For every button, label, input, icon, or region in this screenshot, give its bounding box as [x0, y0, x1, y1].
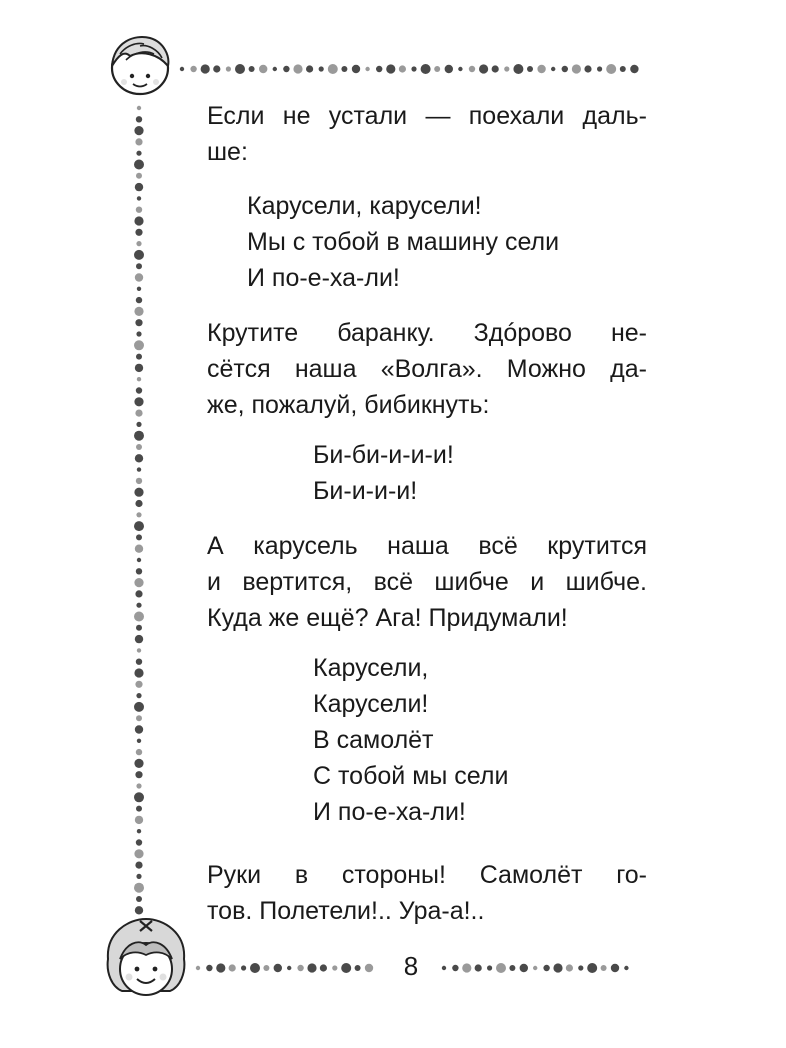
verse-line: Мы с тобой в машину сели — [247, 228, 560, 256]
paragraph-line: сётся наша «Волга». Можно да- — [207, 355, 647, 383]
border-dot — [137, 467, 141, 471]
border-dot — [137, 558, 141, 562]
border-dot — [306, 65, 313, 72]
border-dot — [458, 67, 462, 71]
border-dot — [136, 151, 141, 156]
border-dot — [355, 965, 361, 971]
border-dot — [386, 64, 395, 73]
border-dot — [492, 65, 499, 72]
paragraph-line: Куда же ещё? Ага! Придумали! — [207, 604, 568, 632]
border-dot — [365, 964, 373, 972]
verse-line: С тобой мы сели — [313, 762, 509, 790]
border-dot — [496, 963, 506, 973]
paragraph-text — [207, 857, 647, 929]
border-dot — [263, 965, 269, 971]
border-dot — [136, 173, 142, 179]
border-dot — [241, 965, 246, 970]
border-dot — [578, 965, 583, 970]
border-dot — [135, 590, 142, 597]
border-dot — [434, 66, 440, 72]
border-dot — [584, 65, 591, 72]
verse-line: Карусели! — [313, 690, 429, 718]
paragraph-text — [207, 315, 647, 423]
paragraph-text — [207, 528, 647, 636]
border-dot — [513, 64, 523, 74]
top-dot-border — [180, 64, 639, 74]
border-dot — [201, 64, 210, 73]
border-dot — [134, 488, 143, 497]
border-dot — [136, 116, 142, 122]
border-dot — [137, 829, 141, 833]
border-dot — [136, 625, 142, 631]
border-dot — [136, 659, 142, 665]
border-dot — [624, 966, 628, 970]
border-dot — [341, 66, 347, 72]
border-dot — [137, 739, 141, 743]
border-dot — [135, 816, 143, 824]
border-dot — [479, 64, 488, 73]
border-dot — [352, 65, 360, 73]
border-dot — [136, 603, 141, 608]
border-dot — [551, 67, 555, 71]
paragraph-line: А карусель наша всё крутится — [207, 532, 647, 560]
border-dot — [134, 883, 144, 893]
border-dot — [250, 963, 260, 973]
border-dot — [135, 725, 143, 733]
paragraph-2 — [207, 315, 647, 423]
border-dot — [136, 297, 142, 303]
border-dot — [620, 66, 626, 72]
border-dot — [136, 749, 142, 755]
border-dot — [307, 963, 316, 972]
border-dot — [475, 964, 482, 971]
paragraph-3 — [207, 528, 647, 636]
border-dot — [137, 377, 141, 381]
girl-head-bottom-icon — [108, 919, 185, 995]
border-dot — [134, 792, 144, 802]
border-dot — [136, 568, 142, 574]
verse-2 — [313, 437, 454, 509]
border-dot — [136, 387, 142, 393]
paragraph-line: тов. Полетели!.. Ура-а!.. — [207, 897, 485, 925]
border-dot — [606, 64, 616, 74]
page-number: 8 — [403, 951, 419, 981]
girl-head-top-icon — [112, 37, 168, 94]
border-dot — [134, 578, 143, 587]
border-dot — [136, 693, 141, 698]
border-dot — [136, 422, 141, 427]
border-dot — [297, 965, 303, 971]
border-dot — [319, 66, 324, 71]
border-dot — [137, 106, 141, 110]
border-dot — [136, 839, 142, 845]
border-dot — [328, 64, 338, 74]
border-dot — [520, 964, 528, 972]
border-dot — [287, 966, 291, 970]
border-dot — [136, 241, 141, 246]
border-dot — [135, 906, 143, 914]
border-dot — [249, 66, 255, 72]
border-dot — [572, 64, 581, 73]
verse-1 — [247, 188, 559, 296]
border-dot — [137, 648, 141, 652]
border-dot — [135, 771, 142, 778]
border-dot — [136, 874, 141, 879]
border-dot — [226, 66, 231, 71]
border-dot — [135, 862, 142, 869]
border-dot — [509, 965, 515, 971]
border-dot — [136, 715, 142, 721]
verse-line: В самолёт — [313, 726, 434, 754]
paragraph-1 — [207, 98, 647, 170]
border-dot — [213, 65, 220, 72]
border-dot — [399, 65, 406, 72]
border-dot — [134, 126, 143, 135]
border-dot — [135, 545, 143, 553]
border-dot — [136, 534, 142, 540]
verse-line: И по-е-ха-ли! — [313, 798, 466, 826]
border-dot — [134, 340, 144, 350]
border-dot — [134, 431, 144, 441]
border-dot — [235, 64, 245, 74]
border-dot — [136, 478, 142, 484]
border-dot — [134, 160, 144, 170]
border-dot — [136, 263, 142, 269]
border-dot — [566, 964, 573, 971]
border-dot — [553, 963, 562, 972]
border-dot — [562, 66, 568, 72]
border-dot — [332, 965, 337, 970]
border-dot — [411, 66, 416, 71]
border-dot — [134, 521, 144, 531]
border-dot — [487, 965, 492, 970]
border-dot — [134, 612, 144, 622]
verse-line: Би-би-и-и-и! — [313, 441, 454, 469]
border-dot — [365, 67, 369, 71]
border-dot — [136, 354, 142, 360]
border-dot — [136, 896, 142, 902]
paragraph-line: Если не устали — поехали даль- — [207, 102, 647, 130]
border-dot — [293, 64, 302, 73]
border-dot — [135, 364, 143, 372]
border-dot — [137, 196, 141, 200]
border-dot — [229, 964, 236, 971]
border-dot — [320, 964, 327, 971]
border-dot — [136, 806, 142, 812]
verse-3 — [313, 650, 508, 830]
border-dot — [136, 331, 141, 336]
border-dot — [134, 307, 143, 316]
paragraph-line: же, пожалуй, бибикнуть: — [207, 391, 490, 419]
border-dot — [135, 681, 142, 688]
border-dot — [527, 66, 533, 72]
border-dot — [134, 250, 144, 260]
border-dot — [611, 964, 619, 972]
border-dot — [135, 319, 142, 326]
border-dot — [196, 966, 200, 970]
border-dot — [274, 964, 282, 972]
border-dot — [469, 66, 475, 72]
border-dot — [533, 966, 537, 970]
verse-line: Карусели, карусели! — [247, 192, 482, 220]
paragraph-text — [207, 98, 647, 170]
border-dot — [273, 67, 277, 71]
border-dot — [134, 216, 143, 225]
border-dot — [134, 397, 143, 406]
paragraph-line: Руки в стороны! Самолёт го- — [207, 861, 647, 889]
paragraph-4 — [207, 857, 647, 929]
border-dot — [341, 963, 351, 973]
border-dot — [136, 207, 142, 213]
border-dot — [134, 668, 143, 677]
border-dot — [537, 65, 545, 73]
border-dot — [135, 138, 142, 145]
border-dot — [134, 702, 144, 712]
border-dot — [190, 66, 196, 72]
border-dot — [452, 965, 458, 971]
verse-line: Би-и-и-и! — [313, 477, 418, 505]
border-dot — [134, 849, 143, 858]
border-dot — [135, 410, 142, 417]
border-dot — [421, 64, 431, 74]
border-dot — [136, 783, 141, 788]
verse-line: Карусели, — [313, 654, 429, 682]
border-dot — [180, 67, 184, 71]
border-dot — [442, 966, 446, 970]
border-dot — [135, 635, 143, 643]
verse-line: И по-е-ха-ли! — [247, 264, 400, 292]
border-dot — [135, 229, 142, 236]
border-dot — [601, 965, 607, 971]
border-dot — [136, 512, 141, 517]
paragraph-line: ше: — [207, 138, 248, 166]
border-dot — [135, 500, 142, 507]
paragraph-line: Крутите баранку. Здóрово не- — [207, 319, 647, 347]
border-dot — [135, 454, 143, 462]
border-dot — [135, 183, 143, 191]
border-dot — [134, 759, 143, 768]
border-dot — [462, 963, 471, 972]
border-dot — [259, 65, 267, 73]
left-dot-border — [134, 106, 144, 915]
border-dot — [504, 66, 509, 71]
border-dot — [216, 963, 225, 972]
border-dot — [206, 965, 212, 971]
border-dot — [136, 444, 142, 450]
paragraph-line: и вертится, всё шибче и шибче. — [207, 568, 647, 596]
border-dot — [445, 65, 453, 73]
border-dot — [283, 66, 289, 72]
border-dot — [587, 963, 597, 973]
border-dot — [630, 65, 638, 73]
border-dot — [376, 66, 382, 72]
border-dot — [137, 287, 141, 291]
border-dot — [135, 273, 143, 281]
border-dot — [543, 965, 549, 971]
border-dot — [597, 66, 602, 71]
